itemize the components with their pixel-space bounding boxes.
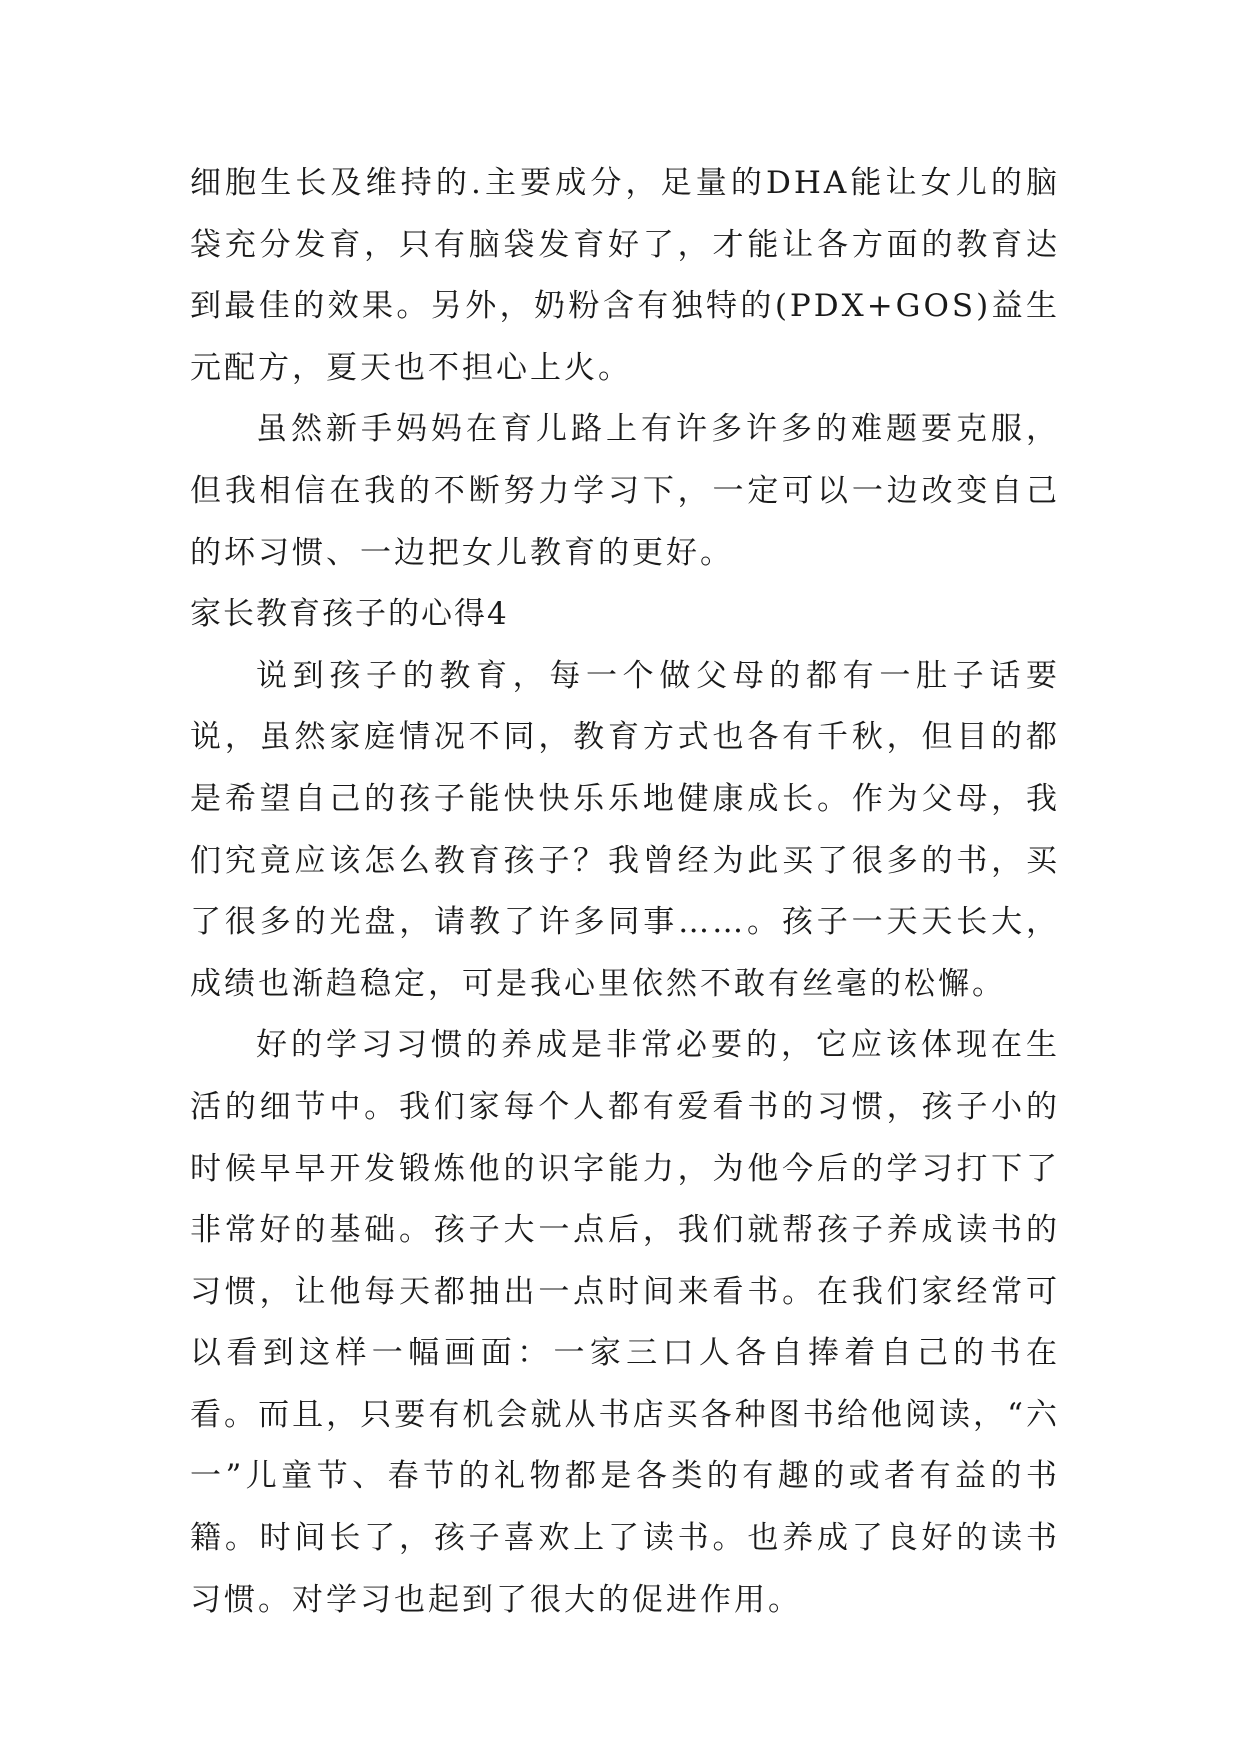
section-heading: 家长教育孩子的心得4 bbox=[190, 596, 509, 633]
paragraph-continued: 细胞生长及维持的.主要成分，足量的DHA能让女儿的脑袋充分发育，只有脑袋发育好了，才能让各方面的教育达到最佳的效果。另外，奶粉含有独特的(PDX+GOS)益生元配方，夏天也不担心上火。 bbox=[190, 165, 1060, 386]
paragraph-reading-habits: 好的学习习惯的养成是非常必要的，它应该体现在生活的细节中。我们家每个人都有爱看书的习惯，孩子小的时候早早开发锻炼他的识字能力，为他今后的学习打下了非常好的基础。孩子大一点后，我们就帮孩子养成读书的习惯，让他每天都抽出一点时间来看书。在我们家经常可以看到这样一幅画面：一家三口人各自捧着自己的书在看。而且，只要有机会就从书店买各种图书给他阅读，“六一”儿童节、春节的礼物都是各类的有趣的或者有益的书籍。时间长了，孩子喜欢上了读书。也养成了良好的读书习惯。对学习也起到了很大的促进作用。 bbox=[190, 1027, 1060, 1618]
document-body bbox=[190, 153, 1060, 1631]
paragraph-education-intro: 说到孩子的教育，每一个做父母的都有一肚子话要说，虽然家庭情况不同，教育方式也各有千秋，但目的都是希望自己的孩子能快快乐乐地健康成长。作为父母，我们究竟应该怎么教育孩子？我曾经为此买了很多的书，买了很多的光盘，请教了许多同事……。孩子一天天长大，成绩也渐趋稳定，可是我心里依然不敢有丝毫的松懈。 bbox=[190, 657, 1060, 1002]
paragraph-new-mother: 虽然新手妈妈在育儿路上有许多许多的难题要克服，但我相信在我的不断努力学习下，一定可以一边改变自己的坏习惯、一边把女儿教育的更好。 bbox=[190, 411, 1060, 571]
